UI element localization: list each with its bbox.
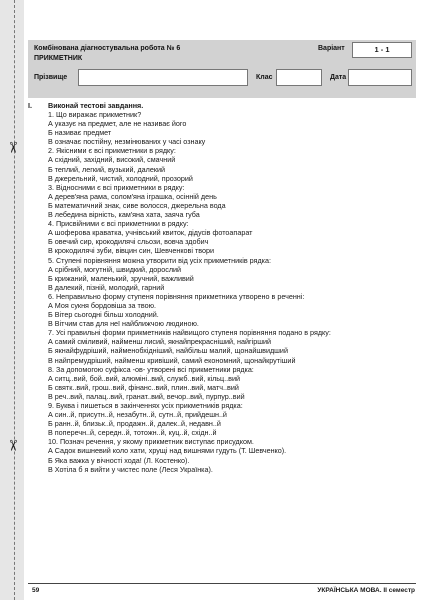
worksheet-header bbox=[28, 40, 416, 98]
date-field[interactable] bbox=[348, 69, 412, 86]
variant-label: Варіант bbox=[318, 45, 345, 52]
answer-option[interactable]: А Моя сукня бордовіша за твою. bbox=[48, 300, 156, 310]
answer-option[interactable]: В найпремудріший, найменш кривіший, самий економний, щонайкрутіший bbox=[48, 355, 296, 365]
question-text: 6. Неправильно форму ступеня порівняння прикметника утворено в реченні: bbox=[48, 291, 305, 301]
surname-field[interactable] bbox=[78, 69, 248, 86]
question-text: 5. Ступені порівняння можна утворити від усіх прикметників рядка: bbox=[48, 255, 271, 265]
answer-option[interactable]: В джерельний, чистий, холодний, прозорий bbox=[48, 173, 193, 183]
answer-option[interactable]: В крокодилячі зуби, вівцин син, Шевченкові твори bbox=[48, 246, 215, 256]
section-number: I. bbox=[28, 101, 32, 110]
surname-label: Прізвище bbox=[34, 74, 68, 81]
scissors-icon: ✂ bbox=[3, 439, 22, 452]
answer-option[interactable]: В означає постійну, незмінюваних у часі ознаку bbox=[48, 137, 206, 147]
question-text: 3. Відносними є всі прикметники в рядку: bbox=[48, 182, 185, 192]
answer-option[interactable]: Б крижаний, маленький, зручний, важливий bbox=[48, 273, 194, 283]
question-text: 10. Познач речення, у якому прикметник виступає присудком. bbox=[48, 437, 254, 447]
answer-option[interactable]: Б святк..вий, грош..вий, фінанс..вий, плин..вий, матч..вий bbox=[48, 382, 239, 392]
answer-option[interactable]: А син..й, присутн..й, незабутн..й, сутн..й, прийдешн..й bbox=[48, 410, 227, 420]
date-label: Дата bbox=[330, 74, 347, 81]
answer-option[interactable]: В Вітчим став для неї найближчою людиною. bbox=[48, 319, 199, 329]
answer-option[interactable]: В лебедина вірність, кам'яна хата, заяча губа bbox=[48, 210, 200, 220]
answer-option[interactable]: А дерев'яна рама, солом'яна іграшка, осінній день bbox=[48, 191, 217, 201]
answer-option[interactable]: Б якнайфудріший, найменобхідніший, найбільш малий, щонайшвидший bbox=[48, 346, 288, 356]
section-title: Виконай тестові завдання. bbox=[48, 101, 144, 110]
answer-option[interactable]: А шоферова краватка, учнівський квиток, дідусів фотоапарат bbox=[48, 228, 253, 238]
question-text: 8. За допомогою суфікса -ов- утворені всі прикметники рядка: bbox=[48, 364, 254, 374]
class-field[interactable] bbox=[276, 69, 322, 86]
answer-option[interactable]: Б математичний знак, сиве волосся, джерельна вода bbox=[48, 200, 226, 210]
answer-option[interactable]: А ситц..вий, бой..вий, алюміні..вий, служб..вий, кільц..вий bbox=[48, 373, 240, 383]
header-title-line1: Комбінована діагностувальна робота № 6 bbox=[34, 45, 181, 52]
scissors-icon: ✂ bbox=[3, 141, 22, 154]
answer-option[interactable]: В Хотіла б я вийти у чистес поле (Леся Українка). bbox=[48, 464, 213, 474]
class-label: Клас bbox=[256, 74, 273, 81]
question-text: 1. Що виражає прикметник? bbox=[48, 110, 142, 119]
page-number: 59 bbox=[32, 587, 40, 594]
answer-option[interactable]: Б ранн..й, близьк..й, продажн..й, далек..й, недавн..й bbox=[48, 419, 221, 429]
header-title bbox=[34, 44, 284, 64]
footer-divider bbox=[28, 583, 416, 584]
answer-option[interactable]: Б називає предмет bbox=[48, 128, 112, 138]
answer-option[interactable]: А самий сміливий, найменш лисий, якнайпрекрасніший, найгірший bbox=[48, 337, 271, 347]
question-text: 4. Присвійними є всі прикметники в рядку: bbox=[48, 219, 189, 229]
answer-option[interactable]: А східний, західний, високий, смачний bbox=[48, 155, 176, 165]
answer-option[interactable]: А указує на предмет, але не називає його bbox=[48, 119, 187, 129]
answer-option[interactable]: В реч..вий, палац..вий, гранат..вий, вечор..вий, пурпур..вий bbox=[48, 391, 245, 401]
cut-line bbox=[14, 0, 15, 600]
question-text: 2. Якісними є всі прикметники в рядку: bbox=[48, 146, 176, 156]
answer-option[interactable]: Б Яка важка у вічності хода! (Л. Костенко). bbox=[48, 455, 190, 465]
question-text: 7. Усі правильні форми прикметників найвищого ступеня порівняння подано в рядку: bbox=[48, 328, 331, 338]
answer-option[interactable]: Б овечий сир, крокодилячі сльози, вовча здобич bbox=[48, 237, 209, 247]
variant-value: 1 - 1 bbox=[352, 42, 412, 58]
answer-option[interactable]: Б теплий, легкий, вузький, далекий bbox=[48, 164, 166, 174]
footer-subject: УКРАЇНСЬКА МОВА. ІІ семестр bbox=[317, 587, 415, 594]
answer-option[interactable]: В поперечн..й, середн..й, тотожн..й, куц..й, східн..й bbox=[48, 428, 217, 438]
task-lines bbox=[48, 110, 418, 474]
answer-option[interactable]: А Садок вишневий коло хати, хрущі над вишнями гудуть (Т. Шевченко). bbox=[48, 446, 287, 456]
answer-option[interactable]: В далекий, пізній, молодий, гарний bbox=[48, 282, 165, 292]
header-title-line2: ПРИКМЕТНИК bbox=[34, 55, 83, 62]
question-text: 9. Буква і пишеться в закінченнях усіх прикметників рядка: bbox=[48, 401, 243, 410]
answer-option[interactable]: Б Вітер сьогодні більш холодний. bbox=[48, 310, 159, 320]
answer-option[interactable]: А срібний, могутній, швидкий, дорослий bbox=[48, 264, 182, 274]
left-margin-strip bbox=[0, 0, 24, 600]
